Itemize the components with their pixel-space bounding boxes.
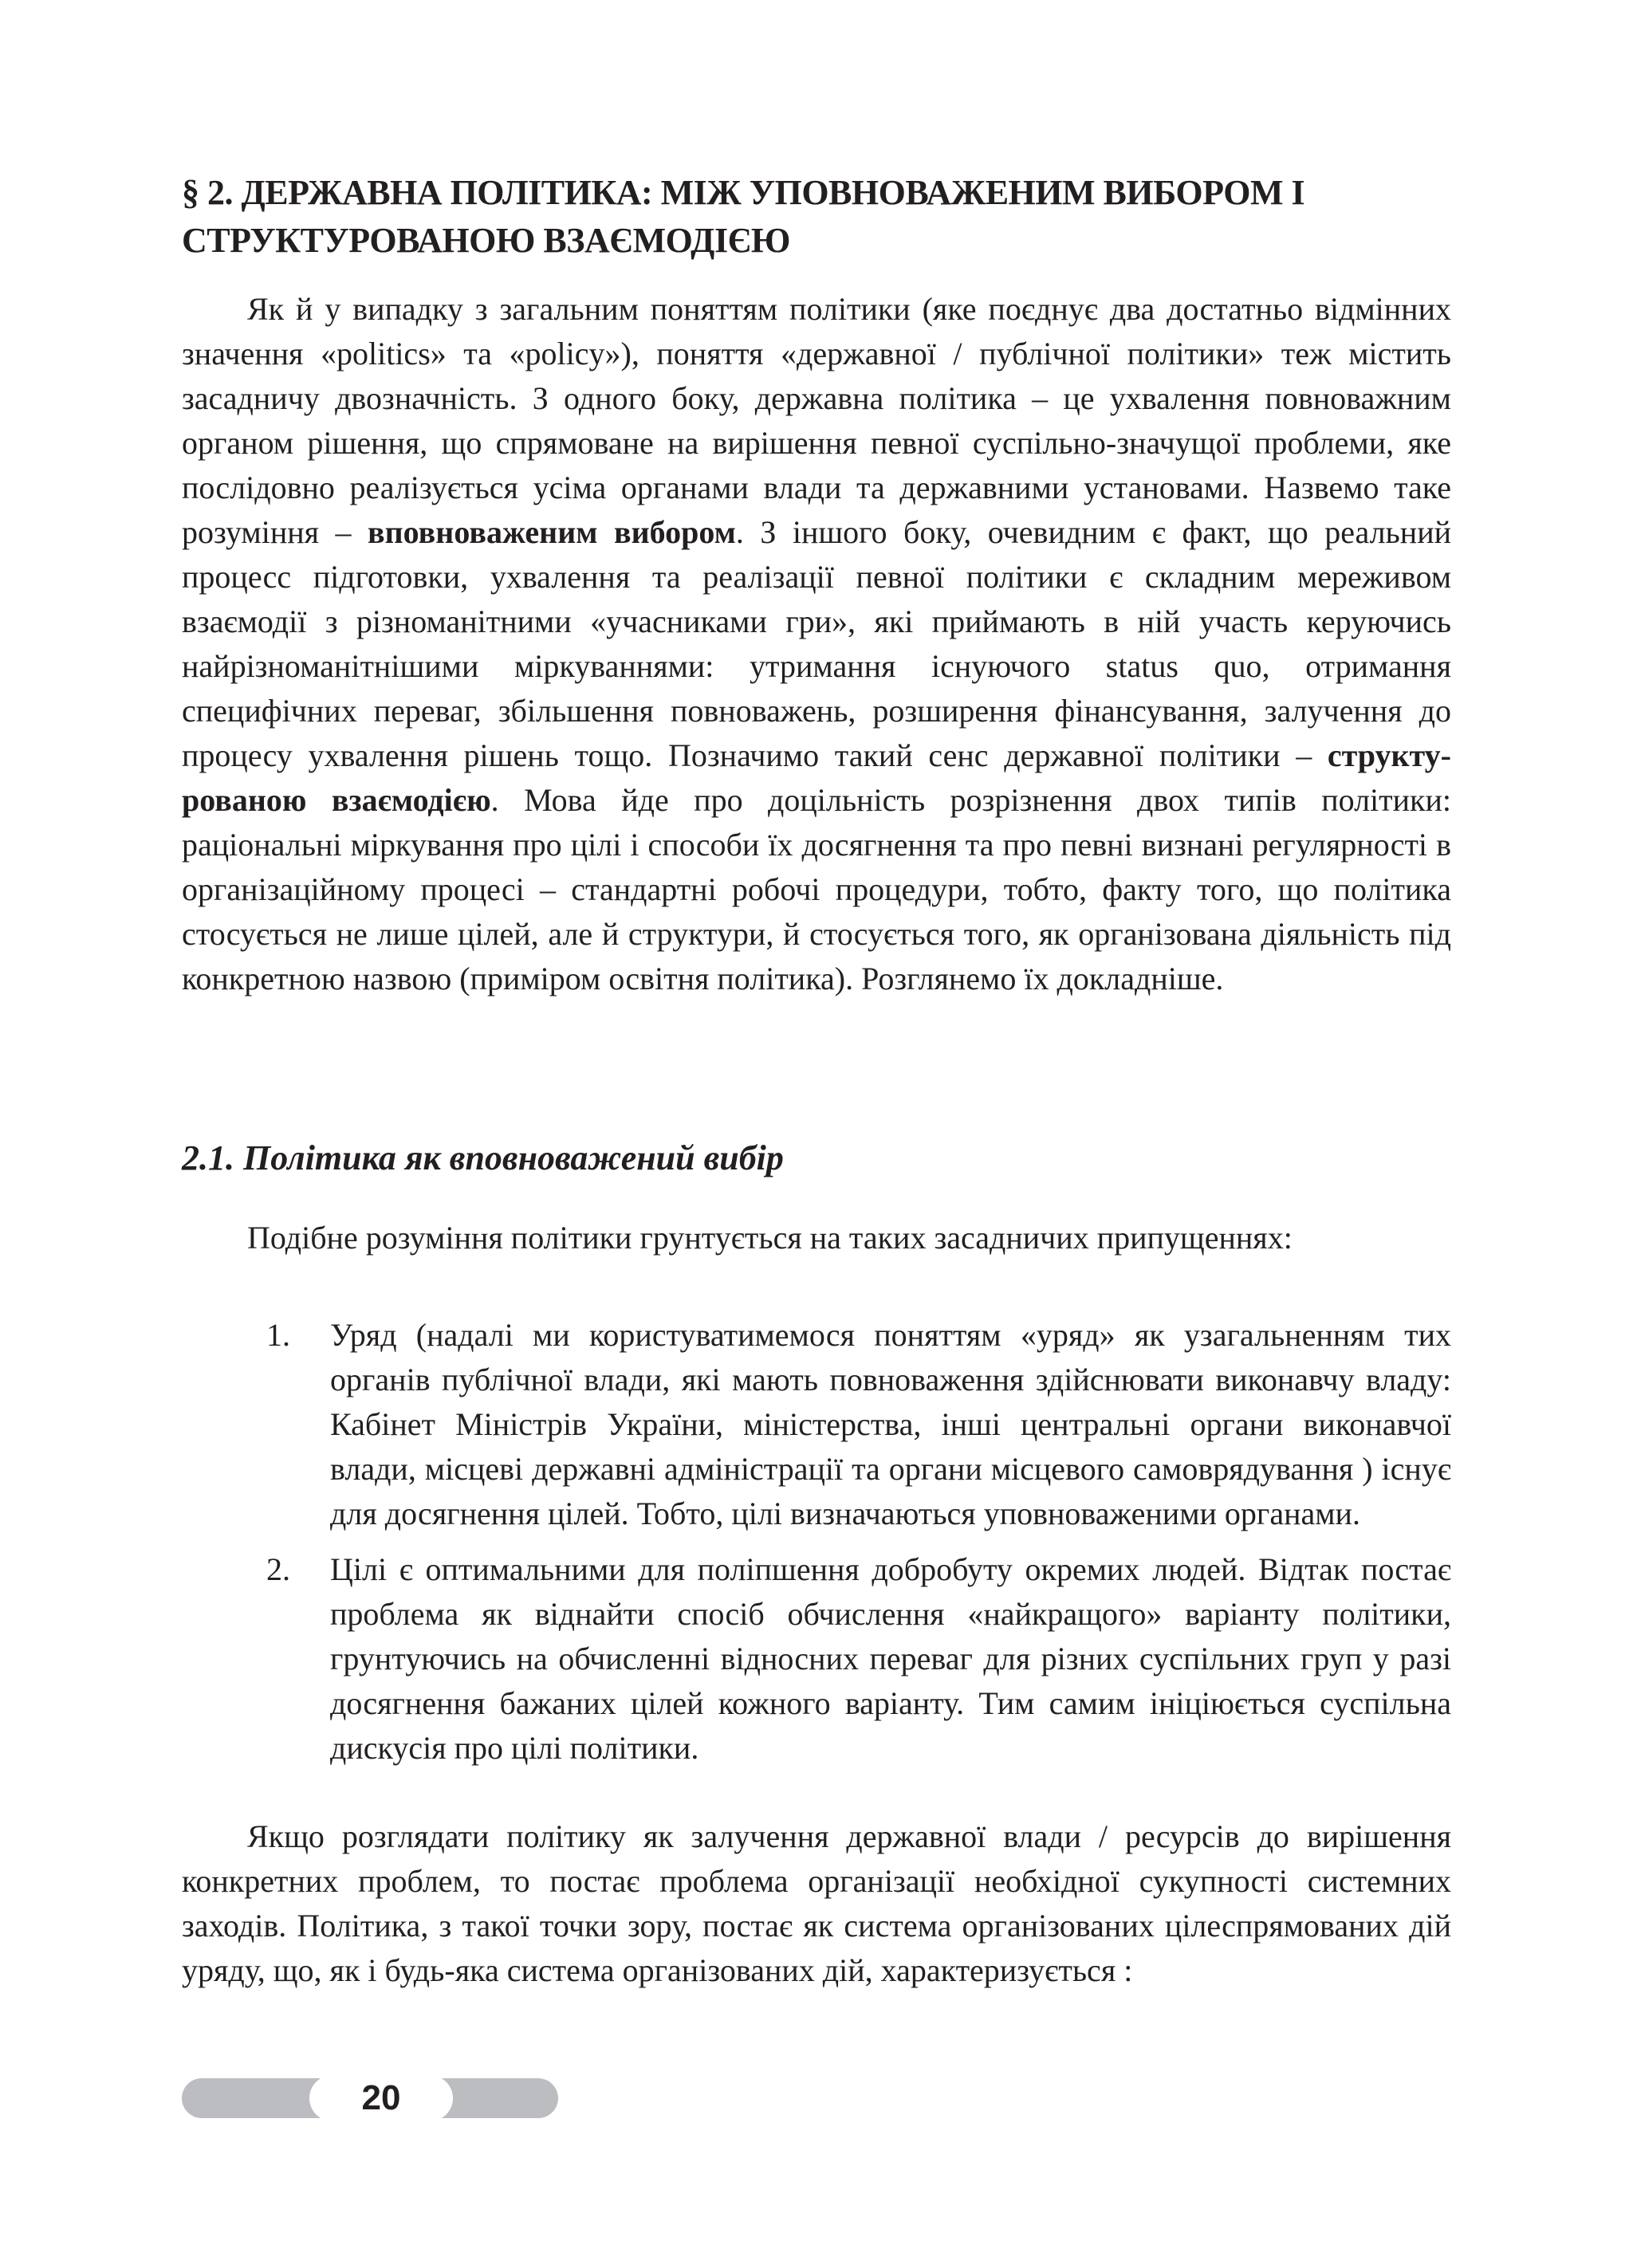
paragraph-system: Якщо розглядати політику як залучення державної влади / ресурсів до вирішення конкретних проблем, то постає проблема організації необхідної сукупності системних заходів. Політика, з такої точки зору, постає як система організованих цілеспрямованих дій уряду, що, як і будь-яка система організованих дій, характеризується : [182,1818,1451,1988]
list-item-number: 1. [266,1317,290,1353]
page-footer [182,2075,558,2121]
list-item [182,1547,1451,1771]
subsection-title: 2.1. Політика як вповноважений вибір [182,1138,784,1177]
term-empowered-choice: вповноваженим вибором [368,514,736,550]
paragraph-assumptions: Подібне розуміння політики грунтується на таких засадничих припущеннях: [247,1220,1293,1256]
list-item [182,1313,1451,1536]
section-title: § 2. ДЕРЖАВНА ПОЛІТИКА: МІЖ УПОВНОВАЖЕНИМ ВИБОРОМ І СТРУКТУРОВАНОЮ ВЗАЄМОДІЄЮ [182,173,1305,260]
page-number: 20 [309,2075,453,2121]
list-item-text: Уряд (надалі ми користуватимемося поняттям «уряд» як узагальненням тих органів публічної влади, які мають повноваження здійснювати виконавчу владу: Кабінет Міністрів України, міністерства, інші центральні органи виконавчої влади, місцеві державні адміністрації та органи місцевого самоврядування ) існує для досягнення цілей. Тобто, цілі визначаються уповноваженими органами. [330,1317,1451,1531]
assumptions-list [182,1313,1451,1782]
paragraph-intro-text-1: Як й у випадку з загальним поняттям політики (яке поєднує два достатньо відмінних значення «politics» та «policy»), поняття «державної / публічної політики» теж містить засадничу двозначність. З одного боку, державна політика – це ухвалення повноважним органом рішення, що спрямоване на вирішення певної суспільно-значущої проблеми, яке послідовно реалізується усіма органами влади та державними установами. Назвемо таке розуміння – [182,291,1451,550]
list-item-number: 2. [266,1551,290,1587]
paragraph-intro-text-3: . Мова йде про доцільність розрізнення двох типів політики: раціональні міркування про цілі і способи їх досягнення та про певні визнані регулярності в організаційному процесі – стандартні робочі процедури, тобто, факту того, що політика стосується не лише цілей, але й структури, й стосується того, як організована діяльність під конкретною назвою (приміром освітня політика). Розглянемо їх докладніше. [182,782,1451,996]
term-structured-interaction: структурованою взаємодією [182,737,1451,818]
paragraph-intro-text-2: . З іншого боку, очевидним є факт, що реальний процесс підготовки, ухвалення та реалізації певної політики є складним мереживом взаємодії з різноманітними «учасниками гри», які приймають в ній участь керуючись найрізноманітнішими міркуваннями: утримання існуючого status quo, отримання специфічних переваг, збільшення повноважень, розширення фінансування, залучення до процесу ухвалення рішень тощо. Позначимо такий сенс державної політики – [182,514,1452,773]
paragraph-intro [182,287,1451,1001]
list-item-text: Цілі є оптимальними для поліпшення добробуту окремих людей. Відтак постає проблема як віднайти спосіб обчислення «найкращого» варіанту політики, грунтуючись на обчисленні відносних переваг для різних суспільних груп у разі досягнення бажаних цілей кожного варіанту. Тим самим ініціюється суспільна дискусія про цілі політики. [330,1551,1451,1766]
